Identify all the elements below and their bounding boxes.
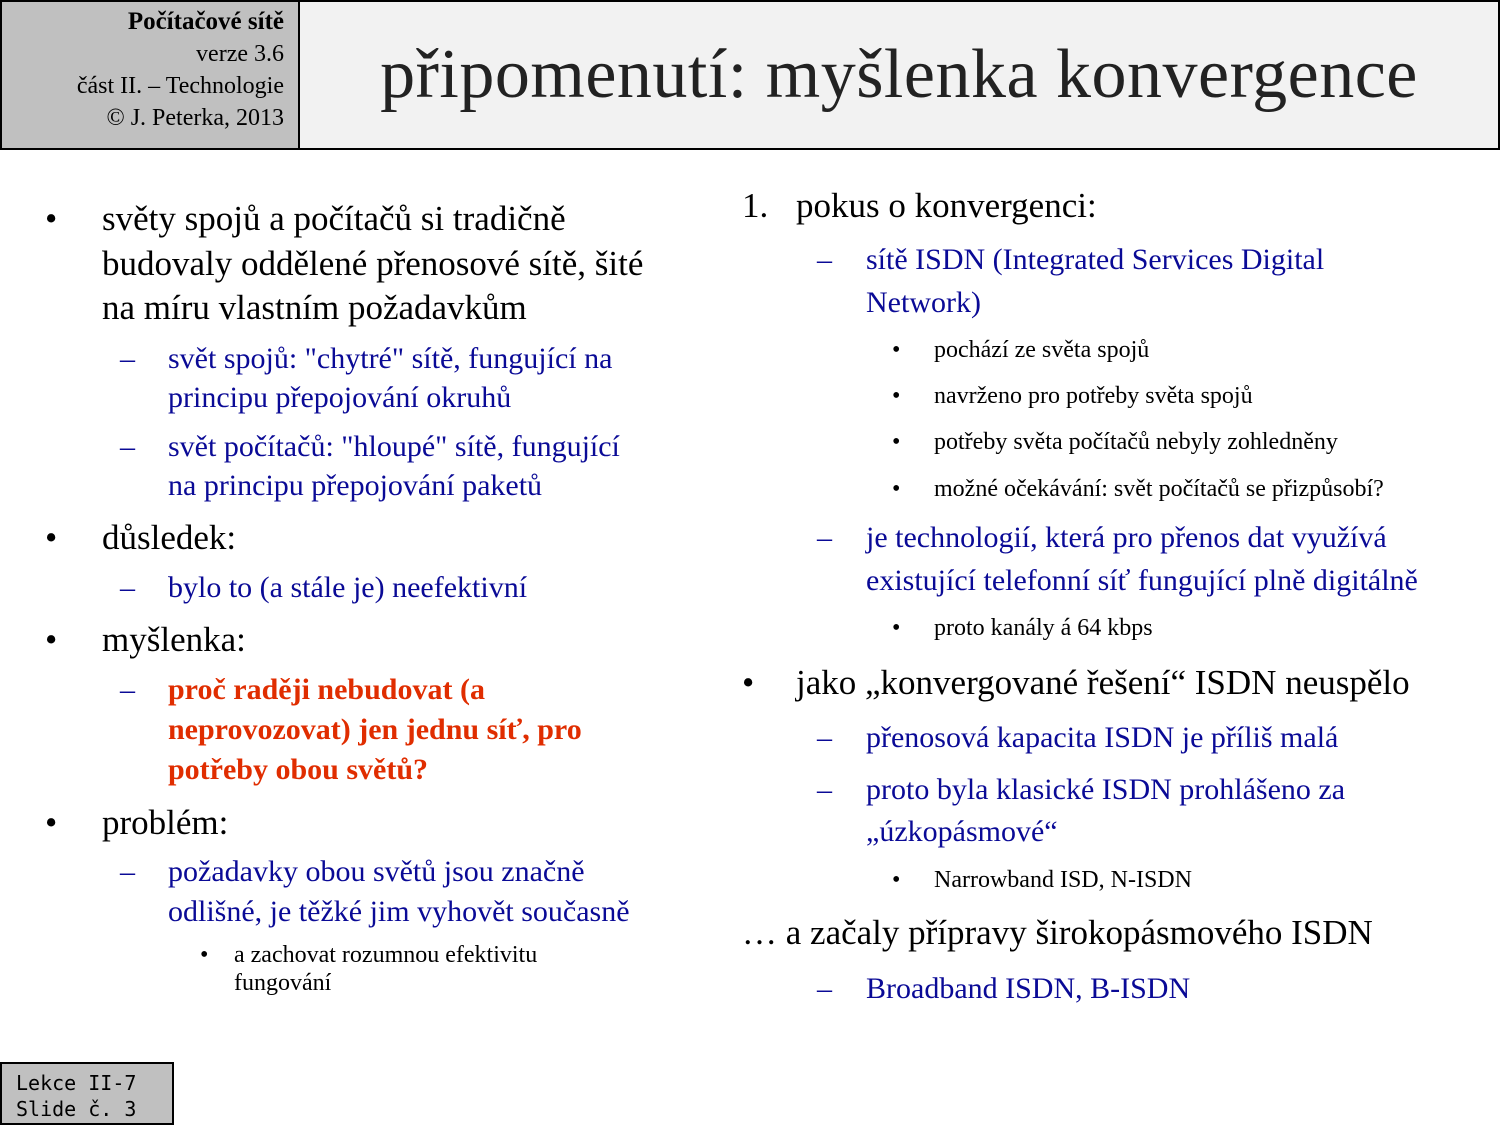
right-sub-3: přenosová kapacita ISDN je příliš malá [866,721,1339,754]
course-name: Počítačové sítě [127,8,284,35]
right-subsub-5: proto kanály á 64 kbps [934,615,1153,641]
left-sub-1-line-2: principu přepojování okruhů [168,381,512,414]
left-subsub-1-line-1: a zachovat rozumnou efektivitu [234,942,538,968]
copyright: © J. Peterka, 2013 [106,105,284,131]
left-bullet-4: problém: [102,803,229,842]
bullet-marker: • [892,867,901,893]
left-bullet-1-line-1: světy spojů a počítačů si tradičně [102,199,566,238]
slide-number: Slide č. 3 [16,1097,137,1121]
bullet-marker: • [45,199,58,238]
right-sub-5: Broadband ISDN, B-ISDN [866,972,1191,1005]
right-sub-2-line-1: je technologií, která pro přenos dat využívá [866,521,1387,554]
bullet-marker: • [892,615,901,641]
bullet-marker: • [892,337,901,363]
dash-marker: – [120,342,135,375]
course-part: část II. – Technologie [76,73,284,99]
left-sub-4-line-3: potřeby obou světů? [168,753,429,786]
left-bullet-1-line-2: budovaly oddělené přenosové sítě, šité [102,244,644,283]
right-sub-1-line-1: sítě ISDN (Integrated Services Digital [866,243,1325,276]
dash-marker: – [817,773,832,806]
slide-number-box [0,1062,174,1125]
bullet-marker: • [892,383,901,409]
slide-title-box [298,0,1500,150]
left-sub-5-line-1: požadavky obou světů jsou značně [168,855,585,888]
right-subsub-2: navrženo pro potřeby světa spojů [934,383,1253,409]
lesson-number: Lekce II-7 [16,1071,137,1095]
dash-marker: – [120,855,135,888]
left-sub-2-line-1: svět počítačů: "hloupé" sítě, fungující [168,430,620,463]
left-sub-4-line-2: neprovozovat) jen jednu síť, pro [168,713,582,746]
slide-title: připomenutí: myšlenka konvergence [380,36,1418,113]
left-subsub-1-line-2: fungování [234,970,332,996]
version: verze 3.6 [196,41,284,67]
bullet-marker: • [200,942,209,968]
left-sub-5-line-2: odlišné, je těžké jim vyhovět současně [168,895,630,928]
bullet-marker: • [45,803,58,842]
right-sub-4-line-1: proto byla klasické ISDN prohlášeno za [866,773,1346,806]
left-sub-1-line-1: svět spojů: "chytré" sítě, fungující na [168,342,613,375]
left-bullet-2: důsledek: [102,518,237,557]
dash-marker: – [817,972,832,1005]
right-numbered-1: pokus o konvergenci: [796,186,1097,225]
dash-marker: – [120,571,135,604]
left-bullet-1-line-3: na míru vlastním požadavkům [102,288,527,327]
left-bullet-3: myšlenka: [102,620,246,659]
dash-marker: – [817,721,832,754]
dash-marker: – [817,521,832,554]
dash-marker: – [120,430,135,463]
right-bullet-2: jako „konvergované řešení“ ISDN neuspělo [796,663,1410,702]
right-subsub-6: Narrowband ISD, N-ISDN [934,867,1192,893]
bullet-marker: • [45,620,58,659]
bullet-marker: • [742,663,755,702]
right-continuation: … a začaly přípravy širokopásmového ISDN [742,913,1373,952]
dash-marker: – [120,673,135,706]
right-subsub-4: možné očekávání: svět počítačů se přizpůsobí? [934,476,1384,502]
bullet-marker: • [892,429,901,455]
left-sub-4-line-1: proč raději nebudovat (a [168,673,485,706]
bullet-marker: • [892,476,901,502]
right-subsub-1: pochází ze světa spojů [934,337,1150,363]
left-sub-3: bylo to (a stále je) neefektivní [168,571,528,604]
right-sub-1-line-2: Network) [866,286,981,319]
left-sub-2-line-2: na principu přepojování paketů [168,469,543,502]
bullet-marker: • [45,518,58,557]
right-sub-2-line-2: existující telefonní síť fungující plně digitálně [866,564,1418,597]
course-info-box [0,0,300,150]
dash-marker: – [817,243,832,276]
numbered-marker: 1. [742,186,769,225]
right-subsub-3: potřeby světa počítačů nebyly zohledněny [934,429,1338,455]
right-sub-4-line-2: „úzkopásmové“ [866,815,1058,848]
